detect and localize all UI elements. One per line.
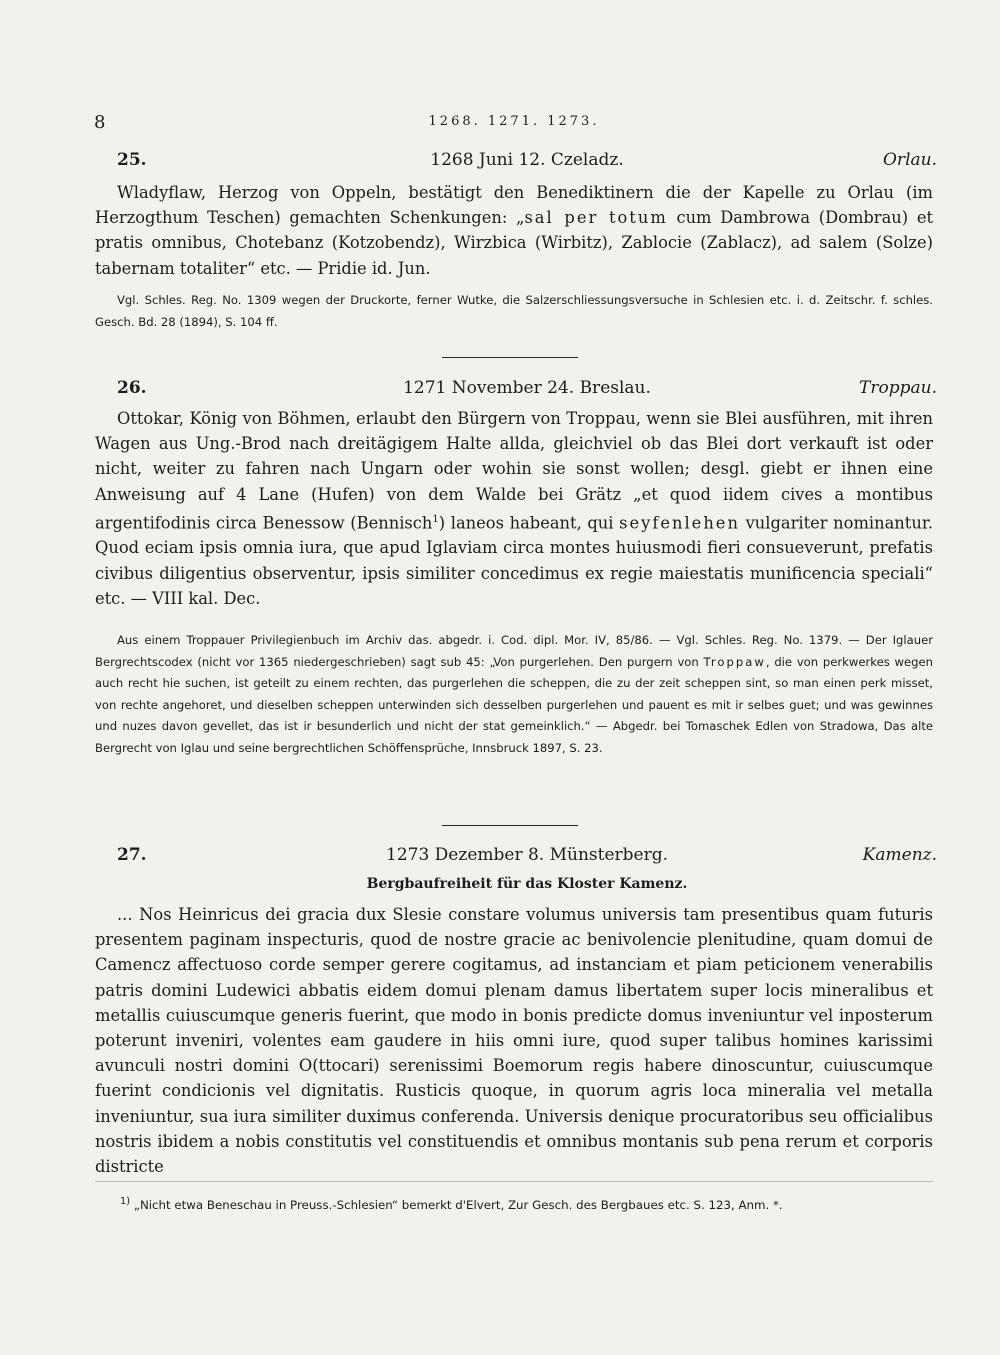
spaced-phrase: seyfenlehen [619, 513, 740, 533]
entry-27-heading [117, 845, 937, 869]
entry-date: 1271 November 24. Breslau. [403, 378, 651, 398]
entry-27-title: Bergbaufreiheit für das Kloster Kamenz. [366, 876, 688, 892]
entry-25-note: Vgl. Schles. Reg. No. 1309 wegen der Druckorte, ferner Wutke, die Salzerschliessungsversuche in Schlesien etc. i. d. Zeitschr. f. schles. Gesch. Bd. 28 (1894), S. 104 ff. [95, 293, 933, 329]
separator-rule [442, 825, 578, 826]
footnote [120, 1196, 950, 1212]
footnote-text: „Nicht etwa Beneschau in Preuss.-Schlesien“ bemerkt d'Elvert, Zur Gesch. des Bergbaues etc. S. 123, Anm. *. [133, 1197, 783, 1212]
entry-place: Kamenz. [862, 845, 937, 865]
entry-25-heading [117, 150, 937, 174]
spaced-phrase: Troppaw [703, 654, 766, 669]
entry-number: 27. [117, 845, 147, 865]
entry-number: 26. [117, 378, 147, 398]
entry-26-text: Ottokar, König von Böhmen, erlaubt den Bürgern von Troppau, wenn sie Blei ausführen, mit ihren Wagen aus Ung.-Brod nach dreitägigem Halte allda, gleichviel ob das Blei dort verkauft ist oder nicht, weiter zu fahren nach Ungarn oder wohin sie sonst wollen; desgl. giebt er ihnen eine Anweisung auf 4 Lane (Hufen) von dem Walde bei Grätz „et quod iidem cives a montibus argentifodinis circa Benessow (Bennisch$^1$) laneos habeant, qui seyfenlehen vulgariter nominantur. Quod eciam ipsis omnia iura, que apud Iglaviam circa montes huiusmodi fieri consueverunt, prefatis civibus diligentius observentur, ipsis similiter concedimus ex regie maiestatis munificencia speciali“ etc. — VIII kal. Dec. [95, 409, 933, 608]
entry-26-note: Aus einem Troppauer Privilegienbuch im Archiv das. abgedr. i. Cod. dipl. Mor. IV, 85/86. — Vgl. Schles. Reg. No. 1379. — Der Iglauer Bergrechtscodex (nicht vor 1365 niedergeschrieben) sagt sub 45: „Von purgerlehen. Den purgern von Troppaw, die von perkwerkes wegen auch recht hie suchen, ist geteilt zu einem rechten, das purgerlehen die scheppen, die zu der zeit scheppen sint, so man einen perk misset, von rechte angehoret, und dieselben scheppen unterwinden sich desselben purgerlehen und pauent es mit ir selbes guet; und was gewinnes und nuzes davon gevellet, das ist ir besunderlich und nicht der stat gemeinklich.“ — Abgedr. bei Tomaschek Edlen von Stradowa, Das alte Bergrecht von Iglau und seine bergrechtlichen Schöffensprüche, Innsbruck 1897, S. 23. [95, 633, 933, 755]
footnote-ref: 1 [432, 513, 439, 525]
entry-26-heading [117, 378, 937, 402]
entry-date: 1273 Dezember 8. Münsterberg. [386, 845, 668, 865]
page-number: 8 [94, 112, 106, 133]
entry-place: Troppau. [859, 378, 937, 398]
entry-27-text: ... Nos Heinricus dei gracia dux Slesie constare volumus universis tam presentibus quam futuris presentem paginam inspecturis, quod de nostre gracie ac benivolencie plenitudine, quam domui de Camencz affectuoso corde semper gerere cogitamus, ad instanciam et piam peticionem venerabilis patris domini Ludewici abbatis eidem domui plenam damus libertatem super locis mineralibus et metallis cuiuscumque generis fuerint, que modo in bonis predicte domus inveniuntur vel inposterum poterunt inveniri, volentes eam gaudere in hiis omni iure, quod super talibus homines karissimi avunculi nostri domini O(ttocari) serenissimi Boemorum regis habere dinoscuntur, cuiuscumque fuerint condicionis vel dignitatis. Rusticis quoque, in quorum agris loca mineralia vel metalla inveniuntur, sua iura similiter duximus conferenda. Universis denique procuratoribus seu officialibus nostris ibidem a nobis constitutis vel constituendis et omnibus montanis sub pena rerum et corporis districte [95, 905, 933, 1177]
page-header [94, 112, 934, 134]
running-head: 1268. 1271. 1273. [428, 114, 600, 129]
separator-rule [442, 357, 578, 358]
entry-25-text: Wladyflaw, Herzog von Oppeln, bestätigt den Benediktinern die der Kapelle zu Orlau (im Herzogthum Teschen) gemachten Schenkungen: „sal per totum cum Dambrowa (Dombrau) et pratis omnibus, Chotebanz (Kotzobendz), Wirzbica (Wirbitz), Zablocie (Zablacz), ad salem (Solze) tabernam totaliter“ etc. — Pridie id. Jun. [95, 183, 933, 278]
spaced-phrase: sal per totum [524, 208, 668, 228]
footnote-rule [95, 1181, 933, 1182]
entry-number: 25. [117, 150, 147, 170]
entry-date: 1268 Juni 12. Czeladz. [430, 150, 624, 170]
footnote-marker: 1) [120, 1196, 131, 1207]
entry-place: Orlau. [883, 150, 937, 170]
